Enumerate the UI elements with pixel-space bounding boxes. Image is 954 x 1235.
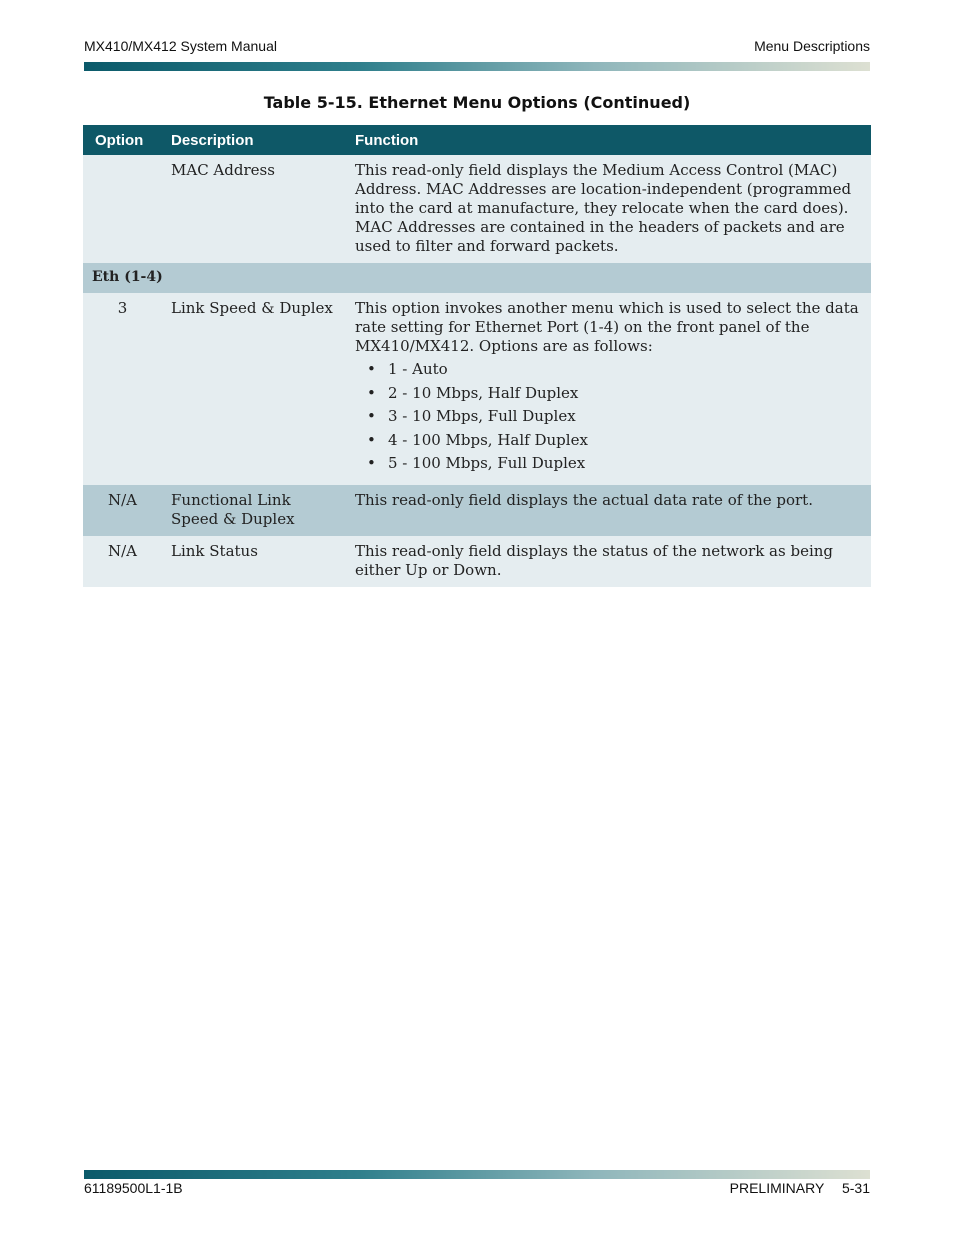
page-footer bbox=[730, 1180, 870, 1196]
page-number: 5-31 bbox=[841, 1180, 870, 1196]
column-header-function: Function bbox=[346, 125, 871, 155]
section-row bbox=[83, 263, 871, 293]
list-item: • 2 - 10 Mbps, Half Duplex bbox=[355, 384, 862, 403]
option-cell: N/A bbox=[83, 485, 162, 536]
status-label: PRELIMINARY bbox=[729, 1180, 825, 1196]
table-row bbox=[83, 293, 871, 485]
table-caption: Table 5-15. Ethernet Menu Options (Continued) bbox=[263, 93, 691, 112]
function-cell: This read-only field displays the Medium Access Control (MAC) Address. MAC Addresses are location-independent (programmed into the card at manufacture, they relocate when the card does). MAC Addresses are contained in the headers of packets and are used to filter and forward packets. bbox=[346, 155, 871, 263]
list-item: • 3 - 10 Mbps, Full Duplex bbox=[355, 407, 862, 426]
option-cell bbox=[83, 155, 162, 263]
function-cell bbox=[346, 293, 871, 485]
function-cell: This read-only field displays the actual data rate of the port. bbox=[346, 485, 871, 536]
function-cell: This read-only field displays the status of the network as being either Up or Down. bbox=[346, 536, 871, 587]
footer-rule bbox=[84, 1170, 870, 1179]
table-header-row bbox=[83, 125, 871, 155]
section-title: Menu Descriptions bbox=[754, 38, 870, 54]
option-cell: 3 bbox=[83, 293, 162, 485]
table-row bbox=[83, 155, 871, 263]
description-cell: MAC Address bbox=[162, 155, 346, 263]
section-label: Eth (1-4) bbox=[83, 263, 871, 293]
option-list bbox=[355, 360, 862, 473]
description-cell: Functional Link Speed & Duplex bbox=[162, 485, 346, 536]
ethernet-menu-table bbox=[83, 125, 871, 587]
table-row bbox=[83, 536, 871, 587]
column-header-description: Description bbox=[162, 125, 346, 155]
manual-title: MX410/MX412 System Manual bbox=[84, 38, 277, 54]
list-item: • 4 - 100 Mbps, Half Duplex bbox=[355, 431, 862, 450]
document-number: 61189500L1-1B bbox=[84, 1180, 183, 1196]
list-item: • 1 - Auto bbox=[355, 360, 862, 379]
function-text: This option invokes another menu which is used to select the data rate setting for Ethernet Port (1-4) on the front panel of the MX410/MX412. Options are as follows: bbox=[355, 299, 859, 355]
option-cell: N/A bbox=[83, 536, 162, 587]
description-cell: Link Status bbox=[162, 536, 346, 587]
column-header-option: Option bbox=[83, 125, 162, 155]
description-cell: Link Speed & Duplex bbox=[162, 293, 346, 485]
header-rule bbox=[84, 62, 870, 71]
list-item: • 5 - 100 Mbps, Full Duplex bbox=[355, 454, 862, 473]
table-row bbox=[83, 485, 871, 536]
